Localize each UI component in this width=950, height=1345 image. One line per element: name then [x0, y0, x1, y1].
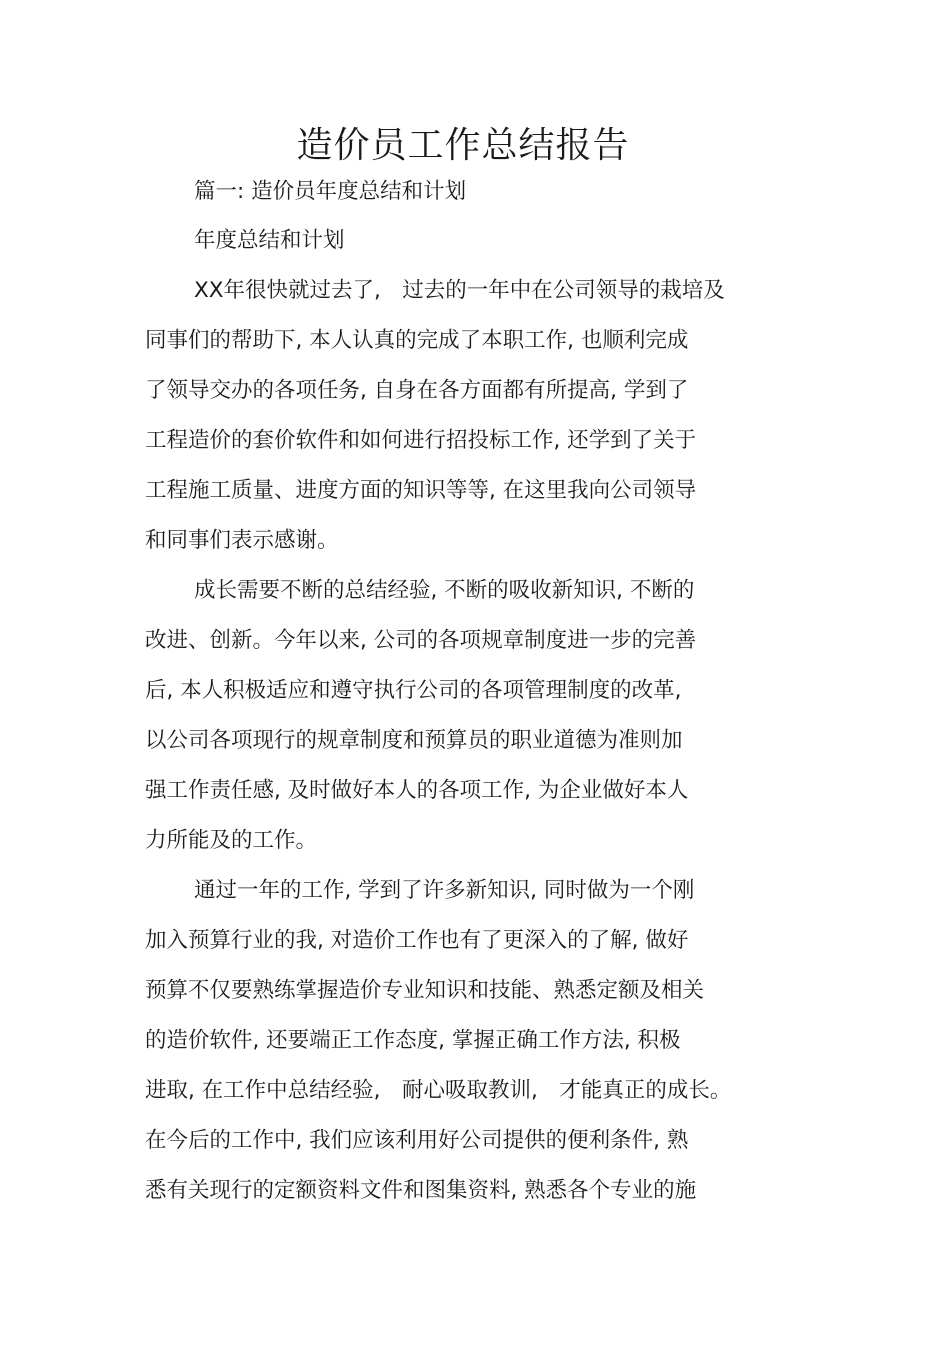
paragraph-line: 了领导交办的各项任务, 自身在各方面都有所提高, 学到了 — [145, 378, 689, 403]
paragraph-line: 强工作责任感, 及时做好本人的各项工作, 为企业做好本人 — [145, 778, 689, 803]
section-heading: 篇一: 造价员年度总结和计划 — [194, 179, 467, 204]
paragraph-line: 成长需要不断的总结经验, 不断的吸收新知识, 不断的 — [194, 578, 695, 603]
paragraph-line: 加入预算行业的我, 对造价工作也有了更深入的了解, 做好 — [145, 928, 689, 953]
document-title: 造价员工作总结报告 — [296, 125, 630, 166]
paragraph-line: 预算不仅要熟练掌握造价专业知识和技能、熟悉定额及相关 — [145, 978, 705, 1003]
paragraph-line: 和同事们表示感谢。 — [145, 528, 339, 553]
paragraph-line: XX年很快就过去了, 过去的一年中在公司领导的栽培及 — [194, 278, 725, 303]
paragraph-line: 进取, 在工作中总结经验, 耐心吸取教训, 才能真正的成长。 — [145, 1078, 732, 1103]
paragraph-line: 改进、创新。今年以来, 公司的各项规章制度进一步的完善 — [145, 628, 697, 653]
paragraph-line: 悉有关现行的定额资料文件和图集资料, 熟悉各个专业的施 — [145, 1178, 697, 1203]
paragraph-line: 的造价软件, 还要端正工作态度, 掌握正确工作方法, 积极 — [145, 1028, 681, 1053]
paragraph-line: 后, 本人积极适应和遵守执行公司的各项管理制度的改革, — [145, 678, 682, 703]
paragraph-line: 以公司各项现行的规章制度和预算员的职业道德为准则加 — [145, 728, 683, 753]
paragraph-line: 通过一年的工作, 学到了许多新知识, 同时做为一个刚 — [194, 878, 695, 903]
paragraph-line: 力所能及的工作。 — [145, 828, 318, 853]
paragraph-line: 工程施工质量、进度方面的知识等等, 在这里我向公司领导 — [145, 478, 697, 503]
paragraph-line: 同事们的帮助下, 本人认真的完成了本职工作, 也顺利完成 — [145, 328, 689, 353]
paragraph-line: 在今后的工作中, 我们应该利用好公司提供的便利条件, 熟 — [145, 1128, 689, 1153]
paragraph-line: 工程造价的套价软件和如何进行招投标工作, 还学到了关于 — [145, 428, 697, 453]
sub-heading: 年度总结和计划 — [194, 228, 345, 253]
